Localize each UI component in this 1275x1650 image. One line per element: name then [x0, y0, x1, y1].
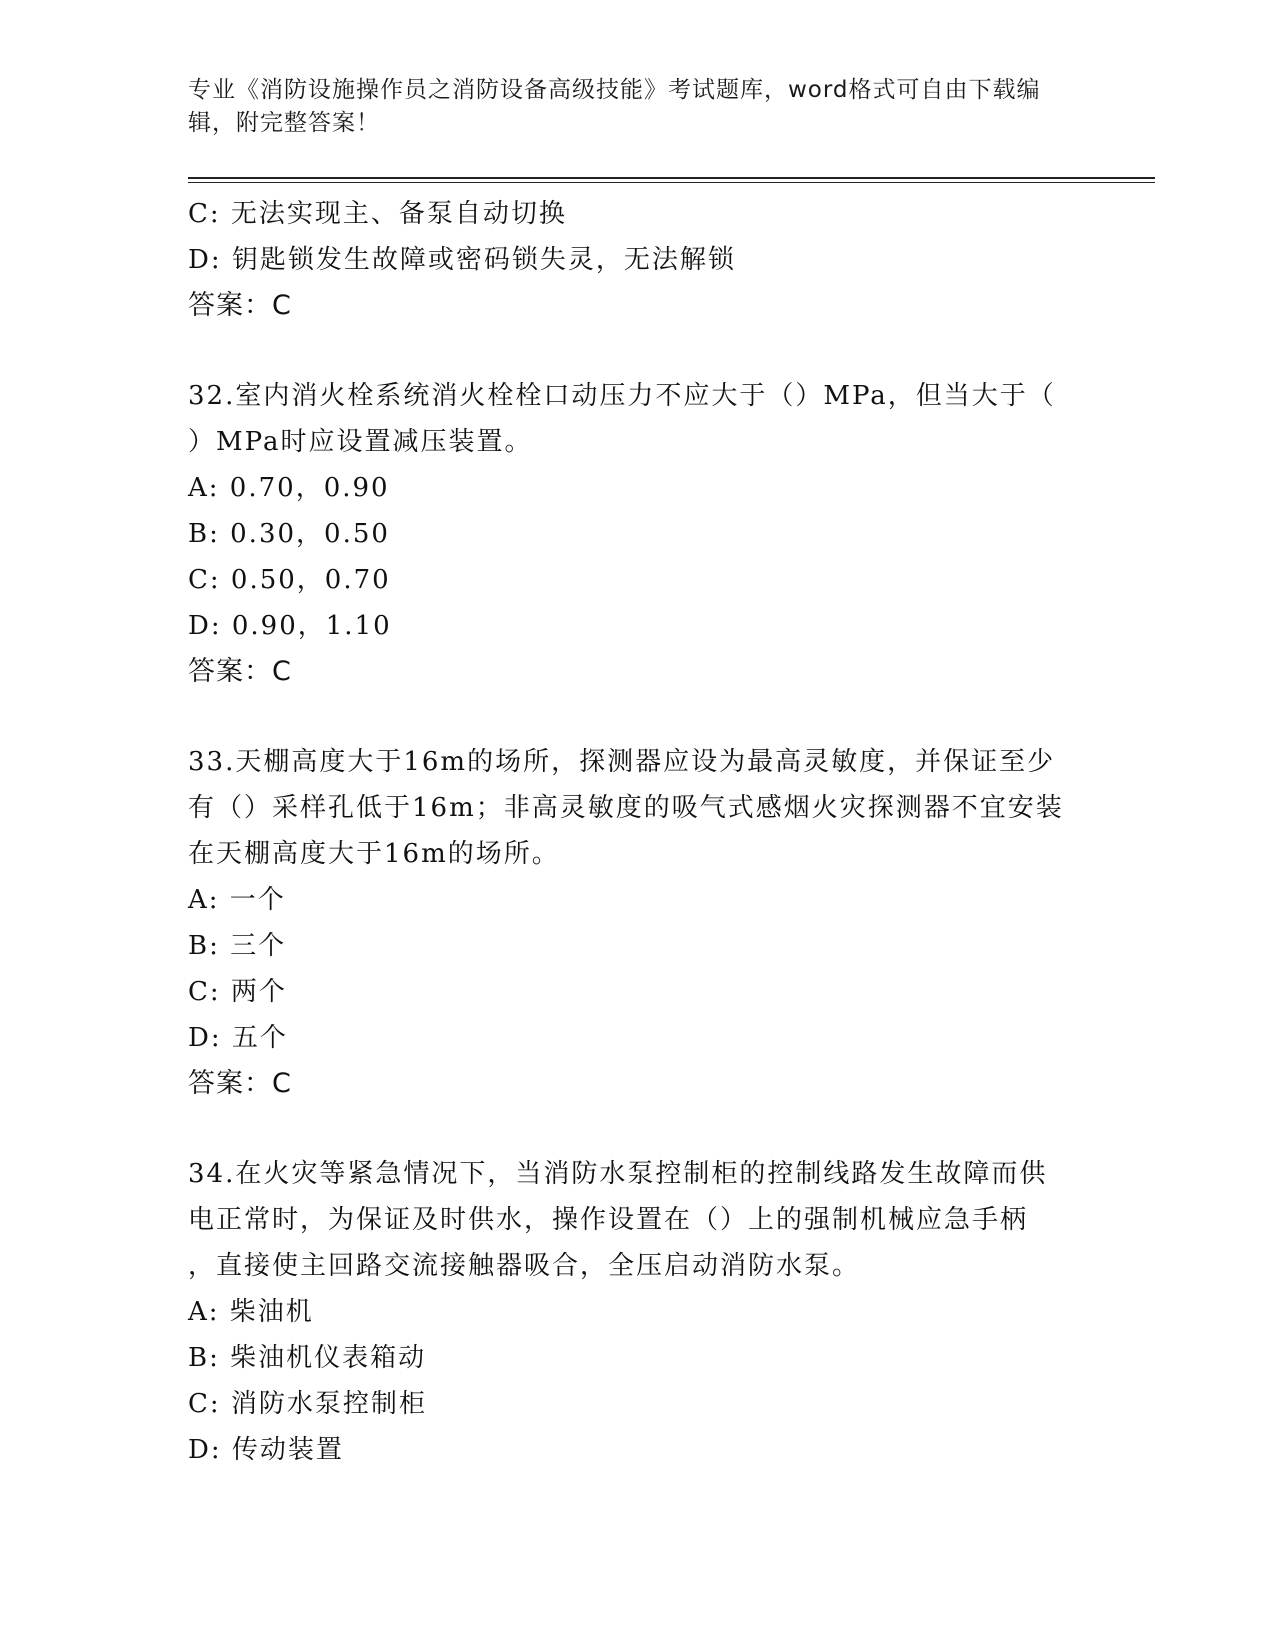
question-33	[188, 739, 1088, 1107]
header-line-2: 辑，附完整答案！	[188, 110, 380, 136]
option-d: D: 0.90，1.10	[188, 611, 392, 641]
option-d: D: 传动装置	[188, 1435, 344, 1465]
option-c: C: 0.50，0.70	[188, 565, 391, 595]
page-header	[188, 74, 1068, 140]
header-rule-thin	[188, 182, 1155, 183]
answer-line: 答案：C	[188, 290, 292, 321]
question-stem-line: 32.室内消火栓系统消火栓栓口动压力不应大于（）MPa，但当大于（	[188, 381, 1056, 411]
question-stem-line: ，直接使主回路交流接触器吸合，全压启动消防水泵。	[188, 1251, 861, 1281]
option-a: A: 0.70，0.90	[188, 473, 390, 503]
answer-line: 答案：C	[188, 1068, 292, 1099]
question-31-continued	[188, 191, 1088, 329]
option-d: D: 五个	[188, 1023, 288, 1053]
option-b: B: 柴油机仪表箱动	[188, 1343, 427, 1373]
option-a: A: 一个	[188, 885, 286, 915]
question-stem-line: 33.天棚高度大于16m的场所，探测器应设为最高灵敏度，并保证至少	[188, 747, 1056, 777]
option-b: B: 三个	[188, 931, 287, 961]
option-a: A: 柴油机	[188, 1297, 314, 1327]
option-d: D: 钥匙锁发生故障或密码锁失灵，无法解锁	[188, 245, 736, 275]
question-34	[188, 1151, 1088, 1473]
option-c: C: 两个	[188, 977, 287, 1007]
option-b: B: 0.30，0.50	[188, 519, 390, 549]
header-rule-thick	[188, 177, 1155, 179]
question-stem-line: 电正常时，为保证及时供水，操作设置在（）上的强制机械应急手柄	[188, 1205, 1029, 1235]
option-c: C: 无法实现主、备泵自动切换	[188, 199, 567, 229]
question-stem-line: 有（）采样孔低于16m；非高灵敏度的吸气式感烟火灾探测器不宜安装	[188, 793, 1064, 823]
question-stem-line: 34.在火灾等紧急情况下，当消防水泵控制柜的控制线路发生故障而供	[188, 1159, 1048, 1189]
question-32	[188, 373, 1088, 695]
answer-line: 答案：C	[188, 656, 292, 687]
header-line-1: 专业《消防设施操作员之消防设备高级技能》考试题库，word格式可自由下载编	[188, 77, 1041, 103]
option-c: C: 消防水泵控制柜	[188, 1389, 427, 1419]
question-stem-line: 在天棚高度大于16m的场所。	[188, 839, 560, 869]
question-stem-line: ）MPa时应设置减压装置。	[188, 427, 533, 457]
document-body	[188, 191, 1088, 1473]
